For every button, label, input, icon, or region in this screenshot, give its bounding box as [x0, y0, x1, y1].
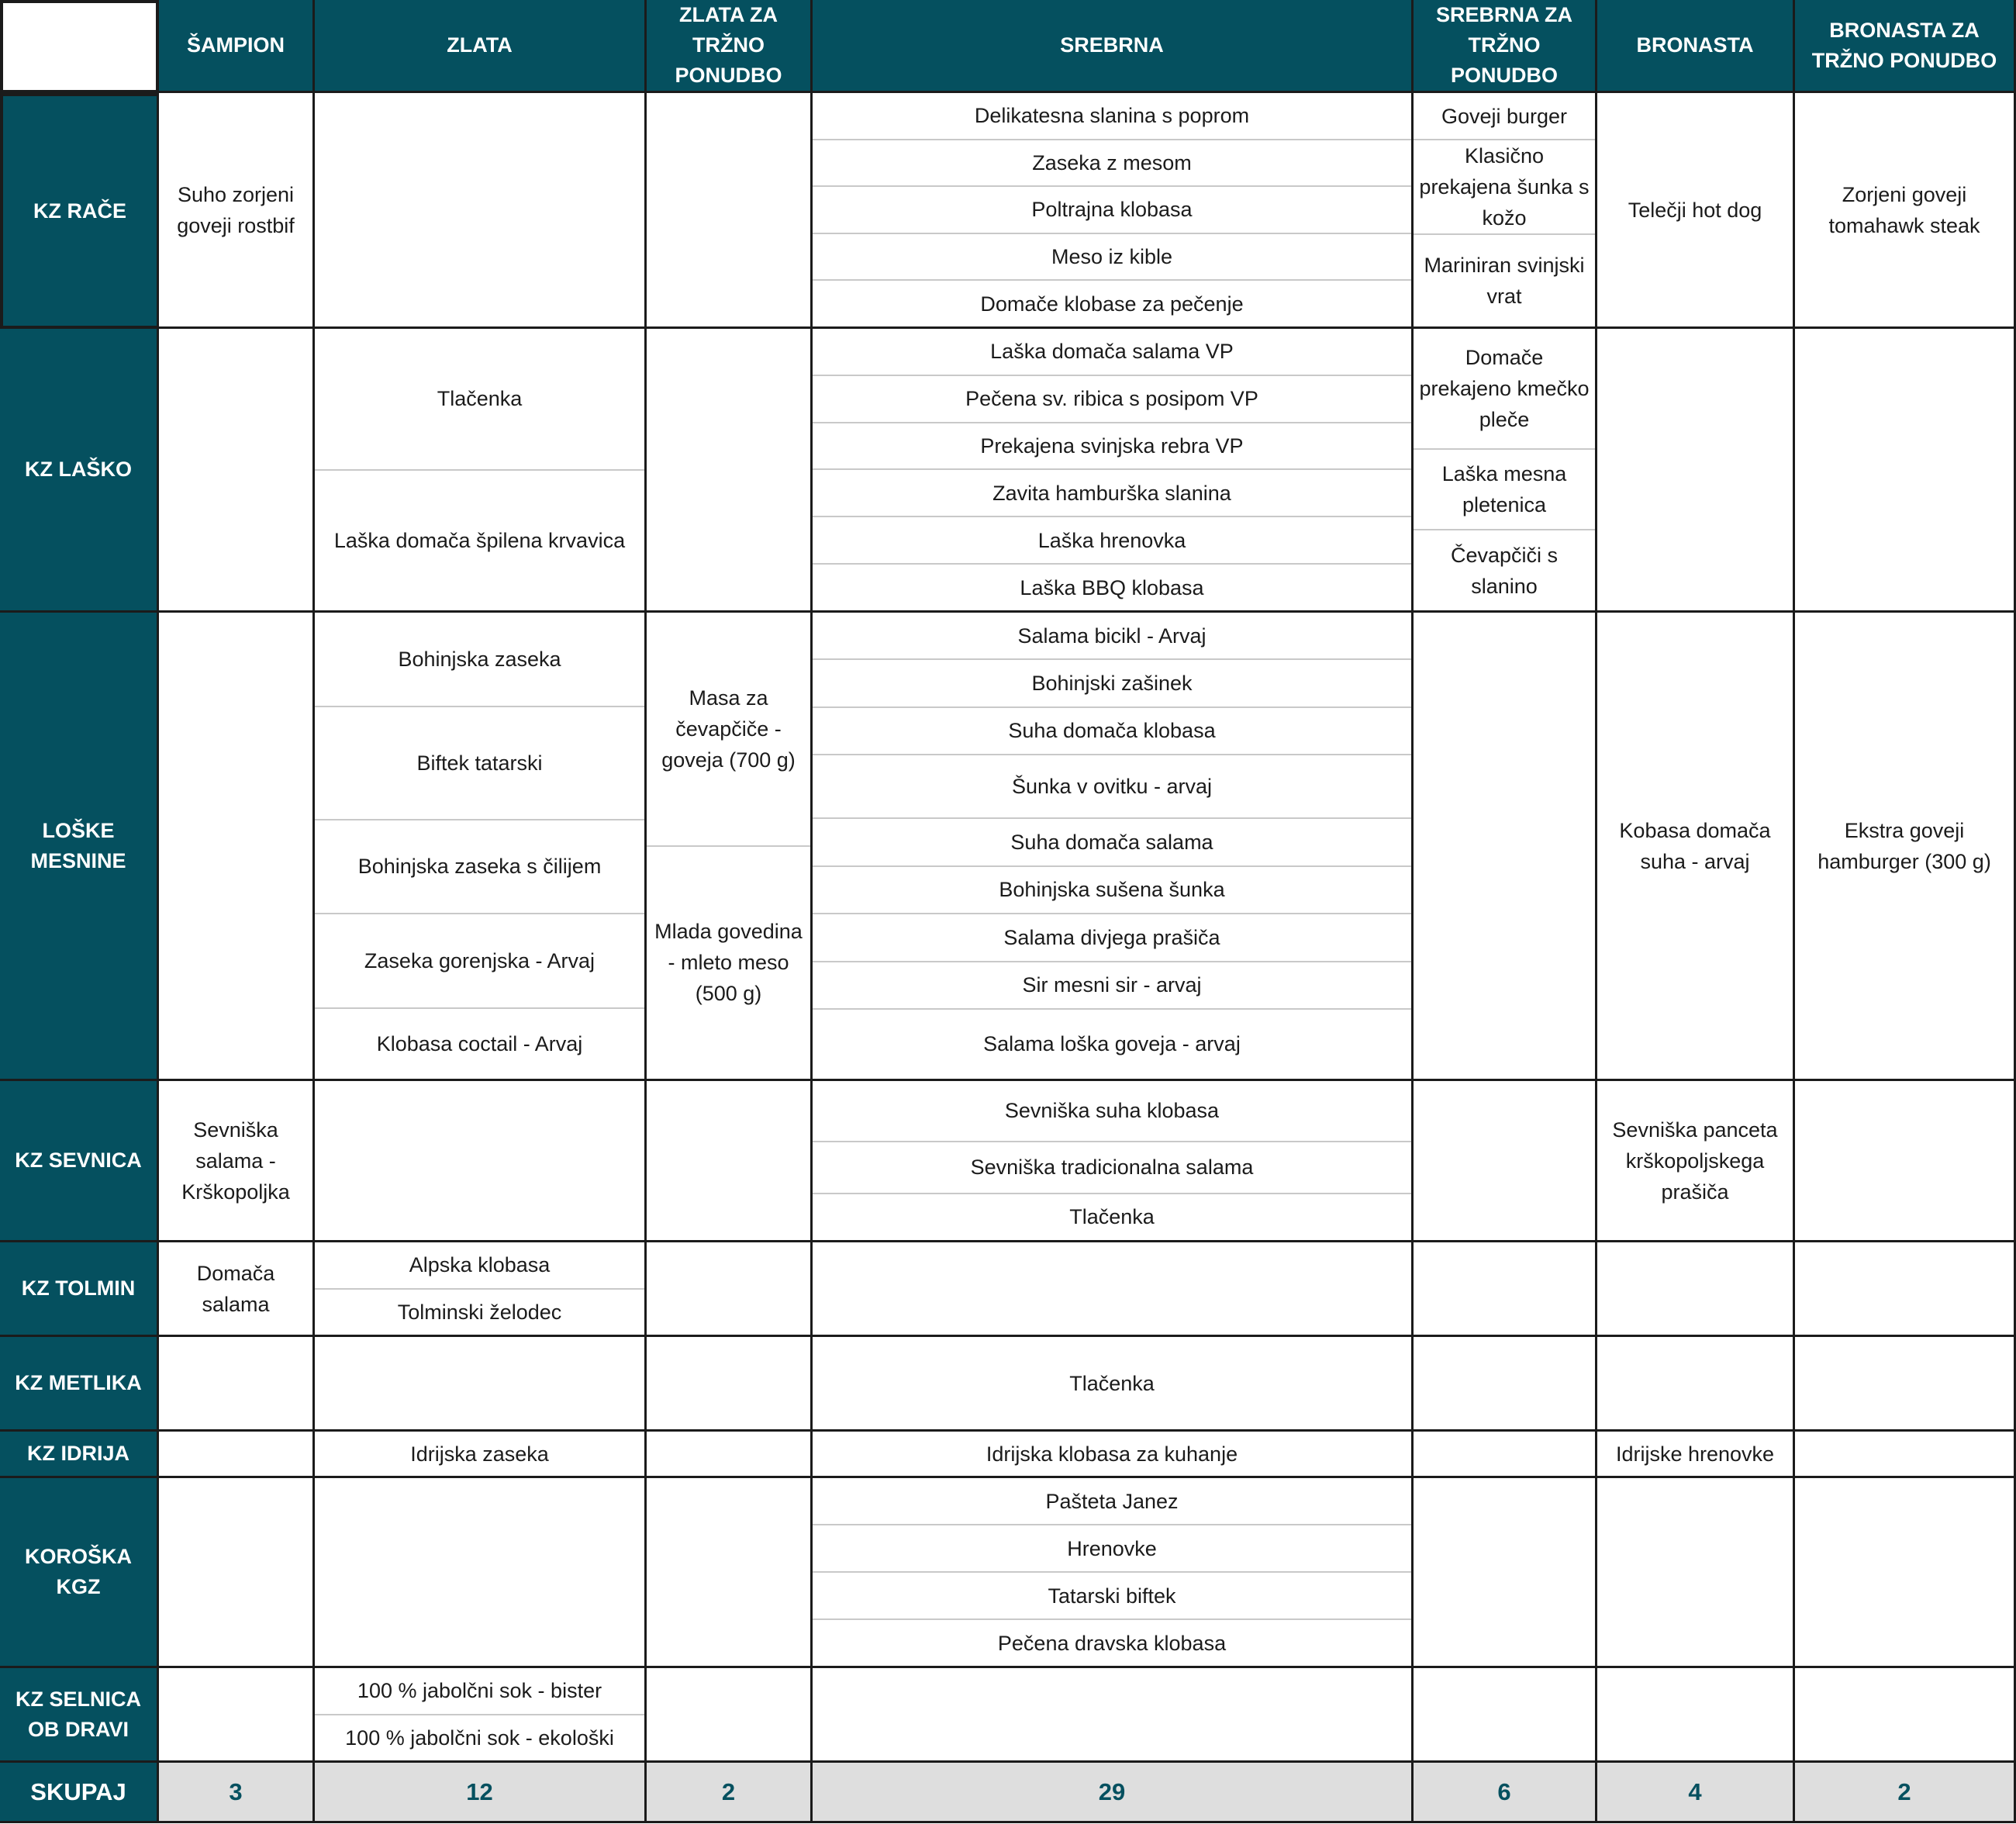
- cell-sampion: [159, 1668, 315, 1763]
- list-item: Suha domača klobasa: [813, 708, 1411, 755]
- list-item: Domače prekajeno kmečko pleče: [1414, 329, 1595, 450]
- cell-zlata: [315, 93, 647, 329]
- cell-bronasta-trzna: [1795, 1337, 2016, 1432]
- cell-bronasta: [1597, 613, 1795, 1081]
- cell-text: Idrijska zaseka: [410, 1442, 549, 1466]
- column-header-zlata: ZLATA: [315, 0, 647, 93]
- cell-bronasta-trzna: [1795, 329, 2016, 613]
- list-item: 100 % jabolčni sok - ekološki: [345, 1726, 614, 1750]
- list-item: Laška domača špilena krvavica: [333, 528, 626, 552]
- cell-sampion: [159, 1432, 315, 1478]
- cell-srebrna: [813, 613, 1414, 1081]
- cell-zlata-trzna: [647, 613, 813, 1081]
- cell-zlata: [315, 1337, 647, 1432]
- total-zlata: 12: [315, 1763, 647, 1823]
- cell-srebrna-trzna: [1414, 1668, 1597, 1763]
- cell-sampion: [159, 1242, 315, 1337]
- cell-zlata-trzna: [647, 1432, 813, 1478]
- cell-bronasta: [1597, 1478, 1795, 1668]
- list-item: Masa za čevapčiče - goveja (700 g): [647, 613, 810, 847]
- cell-zlata-trzna: [647, 1478, 813, 1668]
- list-item: Sir mesni sir - arvaj: [813, 962, 1411, 1010]
- list-item: Salama loška goveja - arvaj: [983, 1032, 1241, 1056]
- column-header-bronasta-trzna: BRONASTA ZA TRŽNO PONUDBO: [1795, 0, 2016, 93]
- list-item: Bohinjska zaseka s čilijem: [315, 820, 644, 915]
- cell-srebrna: [813, 1242, 1414, 1337]
- list-item: Pečena dravska klobasa: [997, 1631, 1227, 1655]
- cell-srebrna: [813, 1081, 1414, 1242]
- cell-text: Tlačenka: [1069, 1371, 1155, 1395]
- list-item: Delikatesna slanina s poprom: [813, 93, 1411, 140]
- list-item: Zaseka z mesom: [813, 140, 1411, 188]
- cell-text: Idrijska klobasa za kuhanje: [986, 1442, 1238, 1466]
- list-item: Pečena sv. ribica s posipom VP: [813, 376, 1411, 423]
- list-item: Tlačenka: [315, 329, 644, 471]
- cell-bronasta-trzna: [1795, 1081, 2016, 1242]
- list-item: Tolminski želodec: [397, 1300, 562, 1324]
- totals-label: SKUPAJ: [0, 1763, 159, 1823]
- list-item: Mlada govedina - mleto meso (500 g): [654, 920, 803, 1006]
- list-item: Tatarski biftek: [813, 1573, 1411, 1620]
- cell-srebrna: [813, 93, 1414, 329]
- list-item: Laška mesna pletenica: [1414, 450, 1595, 531]
- cell-bronasta: [1597, 1081, 1795, 1242]
- list-item: Tlačenka: [1069, 1205, 1155, 1229]
- cell-bronasta: [1597, 329, 1795, 613]
- cell-srebrna-trzna: [1414, 1432, 1597, 1478]
- list-item: Šunka v ovitku - arvaj: [813, 755, 1411, 819]
- cell-zlata-trzna: [647, 1081, 813, 1242]
- cell-zlata-trzna: [647, 1337, 813, 1432]
- cell-zlata: [315, 1081, 647, 1242]
- list-item: Hrenovke: [813, 1525, 1411, 1573]
- cell-bronasta: [1597, 1337, 1795, 1432]
- cell-srebrna: [813, 1478, 1414, 1668]
- list-item: Biftek tatarski: [315, 707, 644, 820]
- list-item: Klasično prekajena šunka s kožo: [1414, 140, 1595, 235]
- row-header: KZ SELNICA OB DRAVI: [0, 1668, 159, 1763]
- cell-bronasta: [1597, 1432, 1795, 1478]
- total-srebrna: 29: [813, 1763, 1414, 1823]
- corner-cell: [0, 0, 159, 93]
- cell-srebrna: [813, 329, 1414, 613]
- row-header: KZ LAŠKO: [0, 329, 159, 613]
- column-header-bronasta: BRONASTA: [1597, 0, 1795, 93]
- list-item: Salama bicikl - Arvaj: [813, 613, 1411, 660]
- list-item: Alpska klobasa: [315, 1242, 644, 1290]
- cell-zlata: [315, 329, 647, 613]
- total-bronasta-trzna: 2: [1795, 1763, 2016, 1823]
- cell-bronasta: [1597, 93, 1795, 329]
- cell-srebrna-trzna: [1414, 93, 1597, 329]
- cell-bronasta: [1597, 1668, 1795, 1763]
- cell-bronasta-trzna: [1795, 93, 2016, 329]
- list-item: Čevapčiči s slanino: [1450, 543, 1559, 598]
- cell-zlata-trzna: [647, 1668, 813, 1763]
- column-header-sampion: ŠAMPION: [159, 0, 315, 93]
- cell-bronasta-trzna: [1795, 1432, 2016, 1478]
- cell-srebrna: [813, 1432, 1414, 1478]
- list-item: Salama divjega prašiča: [813, 914, 1411, 962]
- cell-srebrna-trzna: [1414, 1081, 1597, 1242]
- list-item: Zavita hamburška slanina: [813, 470, 1411, 517]
- cell-bronasta: [1597, 1242, 1795, 1337]
- list-item: Laška hrenovka: [813, 517, 1411, 565]
- cell-bronasta-trzna: [1795, 613, 2016, 1081]
- cell-zlata-trzna: [647, 329, 813, 613]
- cell-sampion: [159, 329, 315, 613]
- row-header: KZ METLIKA: [0, 1337, 159, 1432]
- list-item: Pašteta Janez: [813, 1478, 1411, 1525]
- list-item: Goveji burger: [1414, 93, 1595, 140]
- total-zlata-trzna: 2: [647, 1763, 813, 1823]
- cell-sampion: [159, 1478, 315, 1668]
- cell-srebrna-trzna: [1414, 1242, 1597, 1337]
- cell-zlata-trzna: [647, 1242, 813, 1337]
- list-item: Suha domača salama: [813, 819, 1411, 866]
- column-header-srebrna: SREBRNA: [813, 0, 1414, 93]
- cell-text: Idrijske hrenovke: [1615, 1442, 1775, 1466]
- cell-text: Kobasa domača suha - arvaj: [1619, 818, 1771, 873]
- cell-zlata: [315, 1432, 647, 1478]
- row-header: KZ SEVNICA: [0, 1081, 159, 1242]
- cell-text: Ekstra goveji hamburger (300 g): [1818, 818, 1991, 873]
- cell-sampion: [159, 1081, 315, 1242]
- cell-sampion: [159, 1337, 315, 1432]
- total-bronasta: 4: [1597, 1763, 1795, 1823]
- cell-text: Domača salama: [196, 1261, 275, 1316]
- cell-bronasta-trzna: [1795, 1668, 2016, 1763]
- row-header: KZ TOLMIN: [0, 1242, 159, 1337]
- list-item: Klobasa coctail - Arvaj: [376, 1032, 583, 1056]
- list-item: Zaseka gorenjska - Arvaj: [315, 914, 644, 1009]
- list-item: Meso iz kible: [813, 234, 1411, 282]
- cell-sampion: [159, 613, 315, 1081]
- cell-zlata: [315, 1668, 647, 1763]
- cell-bronasta-trzna: [1795, 1478, 2016, 1668]
- cell-bronasta-trzna: [1795, 1242, 2016, 1337]
- list-item: Poltrajna klobasa: [813, 187, 1411, 234]
- list-item: Laška domača salama VP: [813, 329, 1411, 376]
- list-item: Prekajena svinjska rebra VP: [813, 423, 1411, 471]
- list-item: Laška BBQ klobasa: [1020, 575, 1204, 599]
- list-item: Domače klobase za pečenje: [980, 292, 1244, 316]
- list-item: Bohinjska zaseka: [315, 613, 644, 707]
- list-item: Bohinjski zašinek: [813, 660, 1411, 707]
- column-header-zlata-trzna: ZLATA ZA TRŽNO PONUDBO: [647, 0, 813, 93]
- cell-text: Telečji hot dog: [1628, 198, 1762, 222]
- row-header: LOŠKE MESNINE: [0, 613, 159, 1081]
- cell-srebrna: [813, 1337, 1414, 1432]
- cell-text: Zorjeni goveji tomahawk steak: [1828, 182, 1980, 237]
- list-item: Bohinjska sušena šunka: [813, 867, 1411, 914]
- list-item: 100 % jabolčni sok - bister: [315, 1668, 644, 1715]
- cell-zlata-trzna: [647, 93, 813, 329]
- row-header: KZ IDRIJA: [0, 1432, 159, 1478]
- cell-text: Sevniška salama - Krškopoljka: [181, 1118, 290, 1204]
- cell-srebrna: [813, 1668, 1414, 1763]
- column-header-srebrna-trzna: SREBRNA ZA TRŽNO PONUDBO: [1414, 0, 1597, 93]
- cell-text: Sevniška panceta krškopoljskega prašiča: [1612, 1118, 1778, 1204]
- cell-zlata: [315, 613, 647, 1081]
- cell-sampion: [159, 93, 315, 329]
- list-item: Sevniška suha klobasa: [813, 1081, 1411, 1142]
- list-item: Sevniška tradicionalna salama: [813, 1142, 1411, 1194]
- cell-text: Suho zorjeni goveji rostbif: [177, 182, 295, 237]
- cell-srebrna-trzna: [1414, 1478, 1597, 1668]
- cell-srebrna-trzna: [1414, 329, 1597, 613]
- total-sampion: 3: [159, 1763, 315, 1823]
- row-header: KZ RAČE: [0, 93, 159, 329]
- cell-zlata: [315, 1478, 647, 1668]
- cell-srebrna-trzna: [1414, 1337, 1597, 1432]
- total-srebrna-trzna: 6: [1414, 1763, 1597, 1823]
- list-item: Mariniran svinjski vrat: [1424, 254, 1585, 308]
- cell-srebrna-trzna: [1414, 613, 1597, 1081]
- row-header: KOROŠKA KGZ: [0, 1478, 159, 1668]
- cell-zlata: [315, 1242, 647, 1337]
